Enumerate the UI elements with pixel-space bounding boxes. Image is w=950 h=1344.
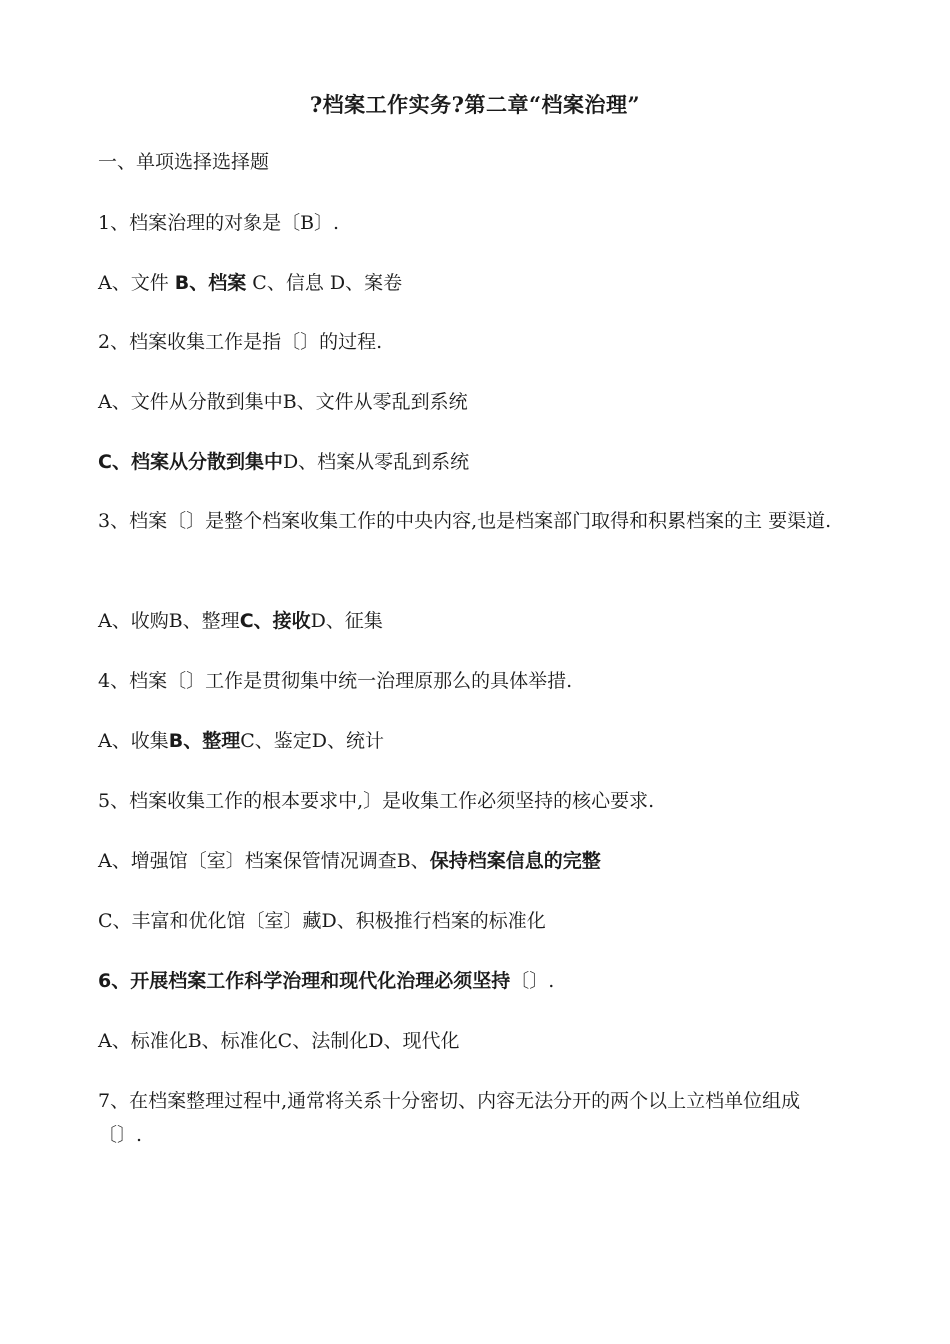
q5-options-ab: A、增强馆〔室〕档案保管情况调查B、 — [98, 850, 430, 872]
q4-option-b-answer: B、整理 — [168, 730, 241, 752]
q1-option-b-answer: B、档案 — [174, 272, 247, 294]
document-title: ?档案工作实务?第二章“档案治理” — [309, 92, 641, 117]
q4-option-a: A、收集 — [98, 730, 169, 752]
q1-option-a: A、文件 — [98, 272, 175, 294]
question-2-options-line-1: A、文件从分散到集中B、文件从零乱到系统 — [98, 391, 468, 413]
q6-text-rest: 〔〕. — [510, 970, 555, 992]
question-7: 7、在档案整理过程中,通常将关系十分密切、内容无法分开的两个以上立档单位组成〔〕. — [98, 1090, 801, 1146]
question-4-options — [98, 726, 384, 756]
question-3-options — [98, 606, 383, 636]
question-6-options: A、标准化B、标准化C、法制化D、现代化 — [98, 1030, 460, 1052]
question-5: 5、档案收集工作的根本要求中,〕是收集工作必须坚持的核心要求. — [98, 790, 655, 812]
question-5-options-line-1 — [98, 846, 601, 876]
q1-options-rest: C、信息 D、案卷 — [246, 272, 403, 294]
q6-text-bold: 6、开展档案工作科学治理和现代化治理必须坚持 — [98, 970, 511, 992]
question-6 — [98, 966, 554, 996]
q5-option-b-answer: 保持档案信息的完整 — [429, 850, 601, 872]
q2-option-c-answer: C、档案从分散到集中 — [98, 451, 283, 473]
question-3: 3、档案〔〕是整个档案收集工作的中央内容,也是档案部门取得和积累档案的主 要渠道. — [98, 510, 832, 532]
question-1: 1、档案治理的对象是〔B〕. — [98, 212, 340, 234]
q3-options-ab: A、收购B、整理 — [98, 610, 240, 632]
question-2-options-line-2 — [98, 447, 469, 477]
question-1-options — [98, 268, 402, 298]
q4-options-rest: C、鉴定D、统计 — [240, 730, 384, 752]
question-2: 2、档案收集工作是指〔〕的过程. — [98, 331, 383, 353]
q2-option-d: D、档案从零乱到系统 — [282, 451, 470, 473]
q3-option-c-answer: C、接收 — [239, 610, 311, 632]
q3-option-d: D、征集 — [310, 610, 383, 632]
question-5-options-line-2: C、丰富和优化馆〔室〕藏D、积极推行档案的标准化 — [98, 910, 546, 932]
section-heading: 一、单项选择选择题 — [98, 151, 270, 173]
question-4: 4、档案〔〕工作是贯彻集中统一治理原那么的具体举措. — [98, 670, 573, 692]
